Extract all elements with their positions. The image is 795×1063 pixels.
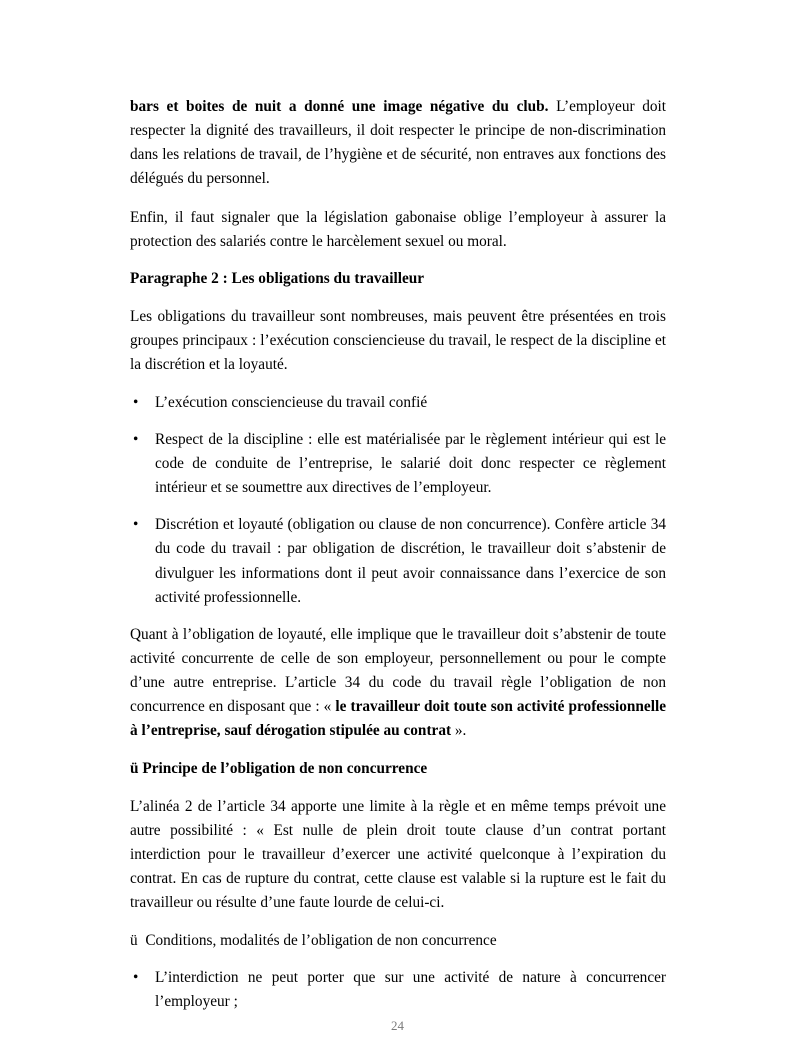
paragraph-loyalty-before-quote: Quant à l’obligation de loyauté, elle implique que le travailleur doit s’abstenir de toute activité concurrente de celle de son employeur, personnellement ou pour le compte d’une autre entreprise. L’article 34 du code du travail règle l’obligation de non concurrence en disposant que : «: [130, 625, 666, 716]
list-item: [130, 513, 666, 610]
bold-lead-text: bars et boites de nuit a donné une image négative du club.: [130, 98, 549, 115]
subheading-conditions-label: Conditions, modalités de l’obligation de non concurrence: [145, 931, 497, 949]
list-item-text: L’interdiction ne peut porter que sur une activité de nature à concurrencer l’employeur ;: [155, 968, 666, 1010]
paragraph-employer-duties: [130, 95, 666, 192]
paragraph-loyalty-obligation: [130, 623, 666, 744]
list-item: [130, 391, 666, 415]
heading-paragraph-2: Paragraphe 2 : Les obligations du travailleur: [130, 269, 425, 287]
worker-obligations-list: [130, 391, 666, 610]
subheading-principe-label: Principe de l’obligation de non concurrence: [142, 759, 428, 777]
bullet-icon: •: [133, 968, 139, 986]
list-item-text: L’exécution consciencieuse du travail confié: [155, 393, 428, 411]
page-number: 24: [391, 1018, 404, 1033]
bullet-icon: •: [133, 516, 139, 534]
paragraph-employer-duties-rest: L’employeur doit respecter la dignité des travailleurs, il doit respecter le principe de non-discrimination dans les relations de travail, de l’hygiène et de sécurité, non entraves aux fonctions des délégués du personnel.: [130, 98, 666, 188]
paragraph-worker-obligations-intro: Les obligations du travailleur sont nombreuses, mais peuvent être présentées en trois groupes principaux : l’exécution consciencieuse du travail, le respect de la discipline et la discrétion et la loyauté.: [130, 308, 666, 374]
list-item-text: Respect de la discipline : elle est matérialisée par le règlement intérieur qui est le code de conduite de l’entreprise, le salarié doit donc respecter ce règlement intérieur et se soumettre aux directives de l’employeur.: [155, 430, 666, 497]
list-item: [130, 428, 666, 500]
conditions-list: [130, 966, 666, 1014]
bullet-icon: •: [133, 430, 139, 448]
paragraph-harassment-protection: Enfin, il faut signaler que la législation gabonaise oblige l’employeur à assurer la protection des salariés contre le harcèlement sexuel ou moral.: [130, 208, 666, 250]
subheading-conditions-non-concurrence: [130, 929, 666, 953]
list-item: [130, 966, 666, 1014]
check-marker-icon: ü: [130, 931, 138, 949]
page-content: [130, 95, 666, 1027]
check-marker-icon: ü: [130, 759, 139, 777]
paragraph-loyalty-after-quote: ».: [451, 722, 467, 740]
bullet-icon: •: [133, 393, 139, 411]
list-item-text: Discrétion et loyauté (obligation ou clause de non concurrence). Confère article 34 du code du travail : par obligation de discrétion, le travailleur doit s’abstenir de divulguer les informations dont il peut avoir connaissance dans l’exercice de son activité professionnelle.: [155, 516, 666, 606]
paragraph-alinea-2: L’alinéa 2 de l’article 34 apporte une limite à la règle et en même temps prévoit une autre possibilité : « Est nulle de plein droit toute clause d’un contrat portant interdiction pour le travailleur d’exercer une activité quelconque à l’expiration du contrat. En cas de rupture du contrat, cette clause est valable si la rupture est le fait du travailleur ou résulte d’une faute lourde de celui-ci.: [130, 797, 666, 912]
subheading-principe-non-concurrence: [130, 757, 666, 781]
quoted-article-text: le travailleur doit toute son activité professionnelle à l’entreprise, sauf dérogation stipulée au contrat: [130, 698, 666, 740]
